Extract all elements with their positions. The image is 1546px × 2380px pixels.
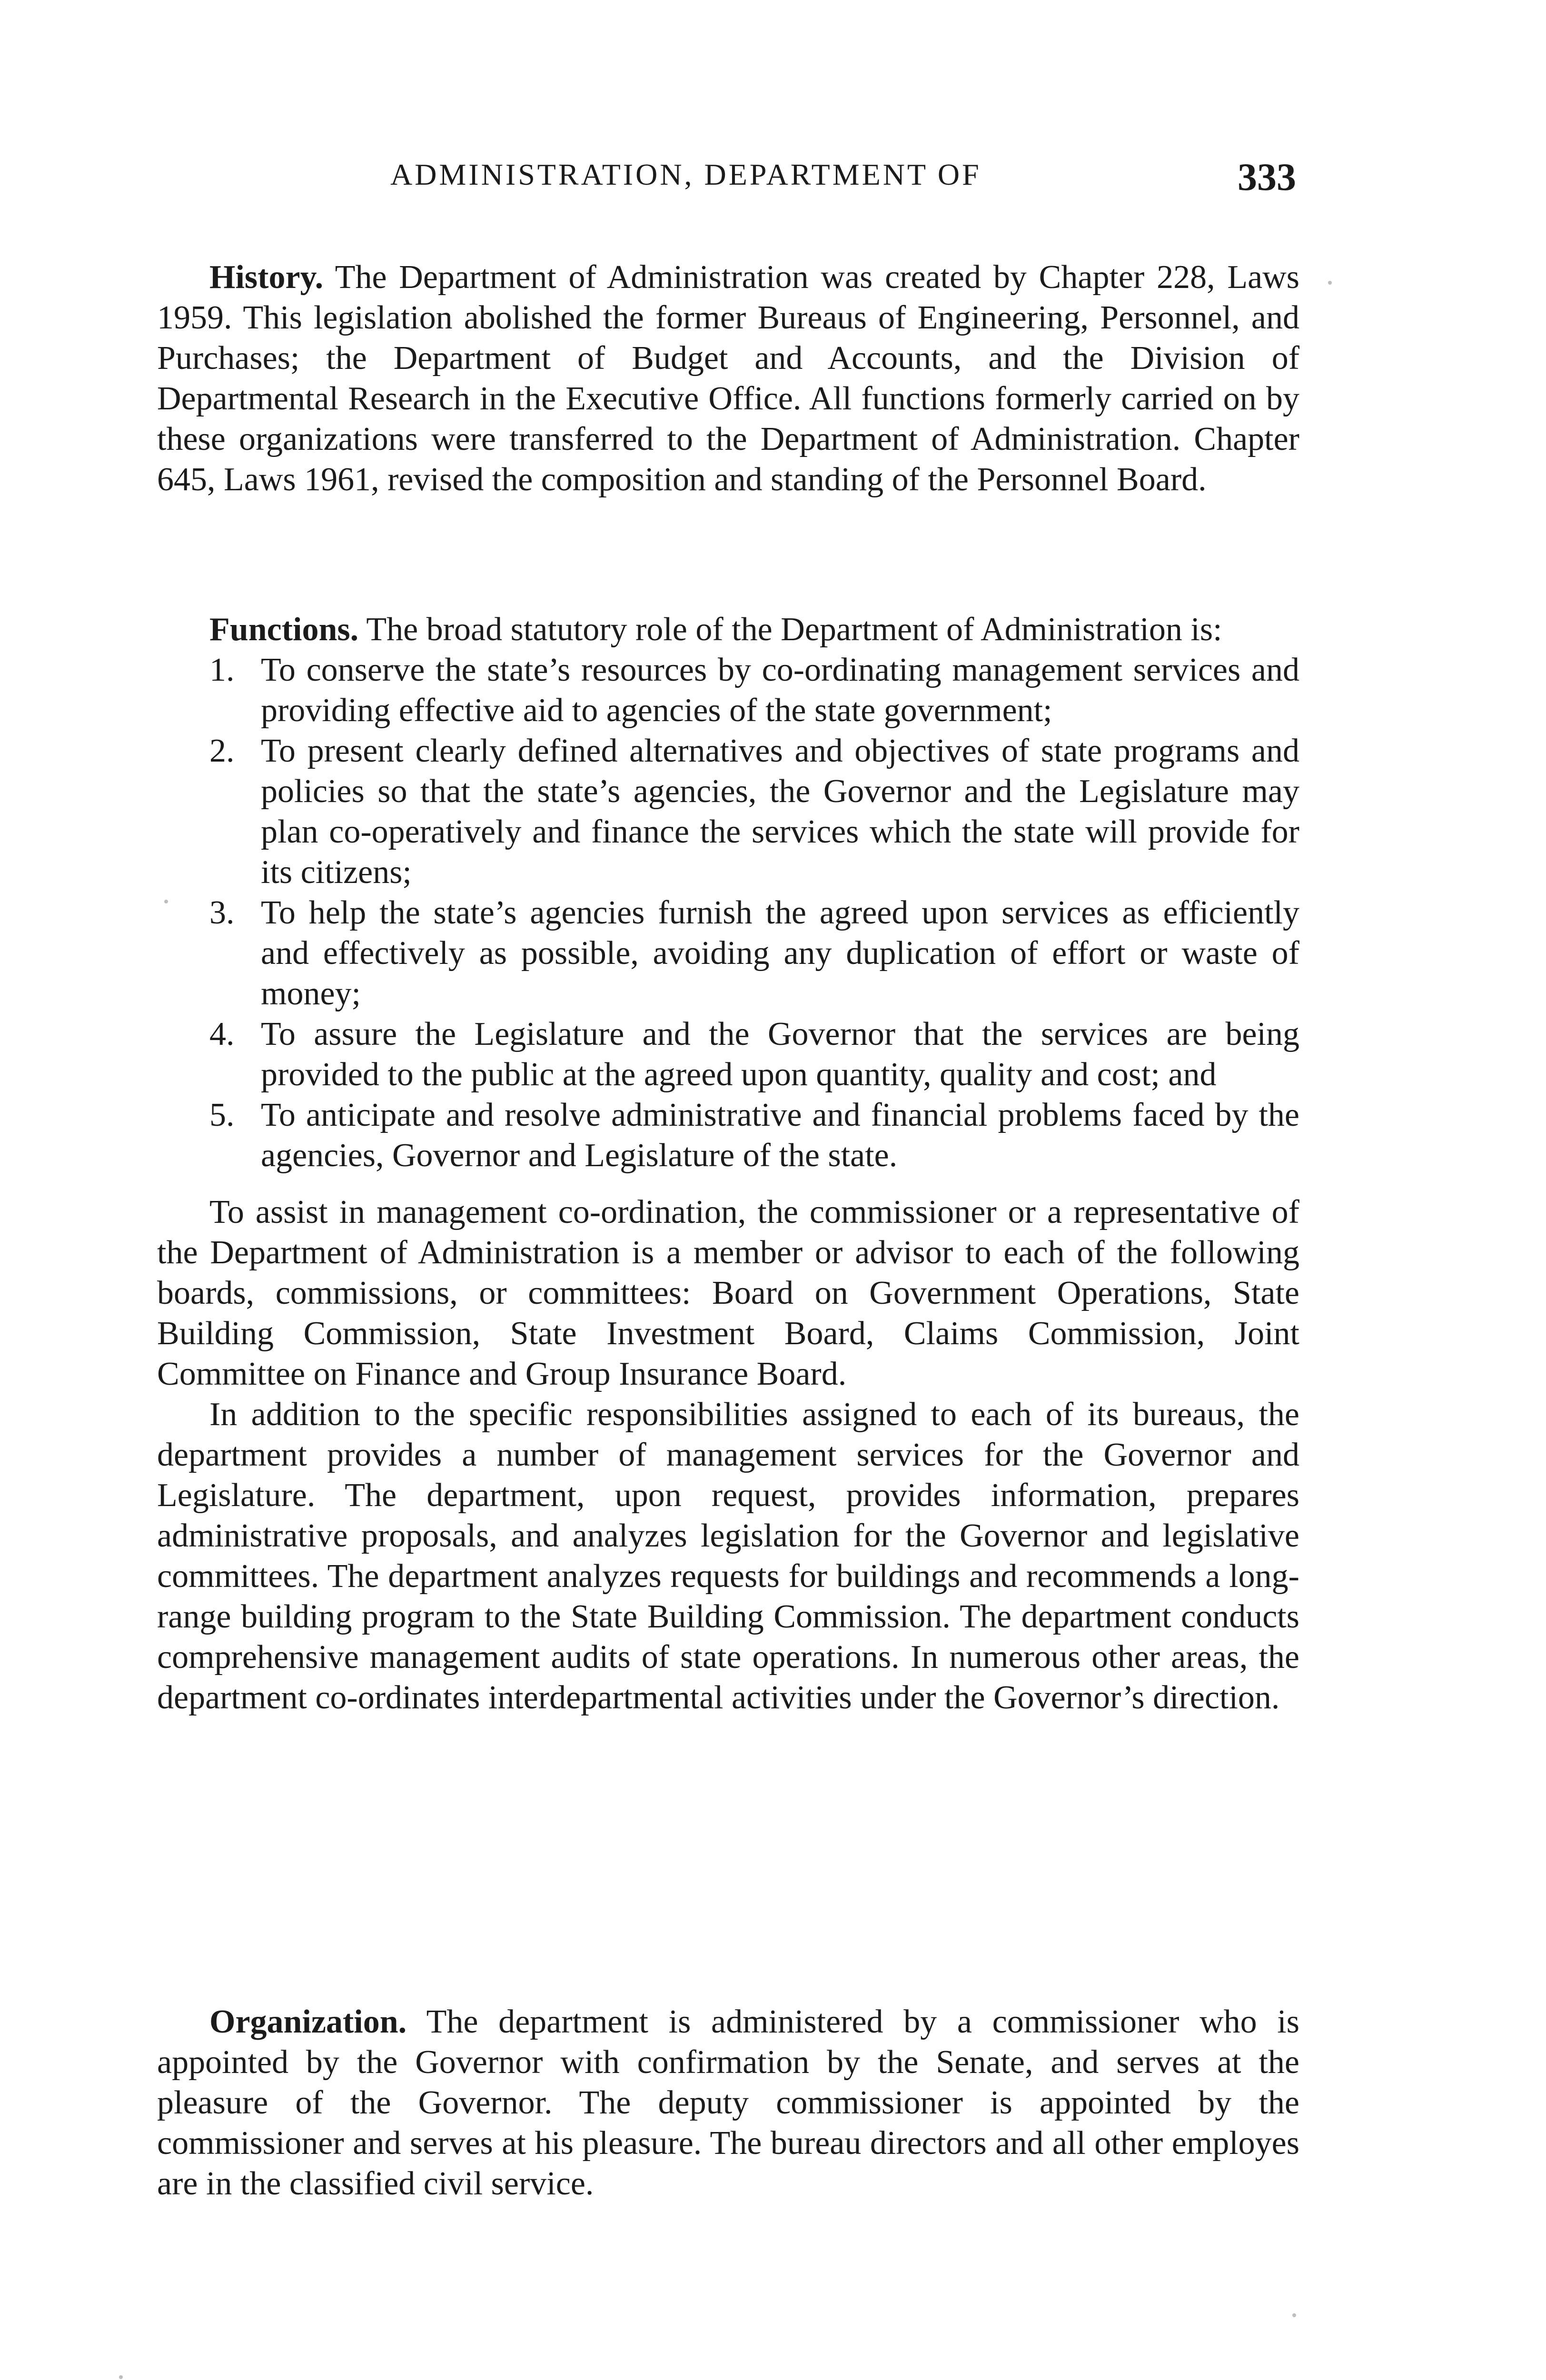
functions-heading: Functions. — [209, 611, 359, 648]
list-item-text: To anticipate and resolve administrative and financial problems faced by the agencies, Governor and Legislature of the state. — [261, 1097, 1299, 1174]
scan-speck — [1328, 281, 1332, 285]
organization-paragraph — [157, 2002, 1299, 2204]
scan-speck — [119, 2375, 123, 2379]
organization-heading: Organization. — [209, 2003, 407, 2040]
list-item-text: To present clearly defined alternatives and objectives of state programs and policies so that the state’s agencies, the Governor and the Legislature may plan co-operatively and finance the services which the state will provide for its citizens; — [261, 733, 1299, 891]
list-item-text: To help the state’s agencies furnish the agreed upon services as efficiently and effectively as possible, avoiding any duplication of effort or waste of money; — [261, 894, 1299, 1012]
list-item-text: To assure the Legislature and the Governor that the services are being provided to the public at the agreed upon quantity, quality and cost; and — [261, 1016, 1299, 1093]
services-paragraph: In addition to the specific responsibilities assigned to each of its bureaus, the department provides a number of management services for the Governor and Legislature. The department, upon request, provides information, prepares administrative proposals, and analyzes legislation for the Governor and legislative committees. The department analyzes requests for buildings and recommends a long-range building program to the State Building Commission. The department conducts comprehensive management audits of state operations. In numerous other areas, the department co-ordinates interdepartmental activities under the Governor’s direction. — [157, 1396, 1299, 1716]
list-item — [157, 1014, 1299, 1095]
history-section — [157, 257, 1299, 500]
list-item-number: 5. — [209, 1097, 235, 1133]
list-item-number: 2. — [209, 733, 235, 769]
organization-section — [157, 2002, 1299, 2204]
history-text: The Department of Administration was created by Chapter 228, Laws 1959. This legislation abolished the former Bureaus of Engineering, Personnel, and Purchases; the Department of Budget and Accounts, and the Division of Departmental Research in the Executive Office. All functions formerly carried on by these organizations were transferred to the Department of Administration. Chapter 645, Laws 1961, revised the composition and standing of the Personnel Board. — [157, 259, 1299, 498]
list-item — [157, 892, 1299, 1014]
page-number: 333 — [1238, 155, 1296, 198]
functions-list — [157, 650, 1299, 1176]
list-item-number: 3. — [209, 894, 235, 931]
scan-speck — [1292, 2313, 1296, 2317]
scan-speck — [164, 900, 168, 903]
running-title: ADMINISTRATION, DEPARTMENT OF — [390, 158, 981, 191]
coordination-paragraph: To assist in management co-ordination, the commissioner or a representative of the Department of Administration is a member or advisor to each of the following boards, commissions, or committees: Board on Government Operations, State Building Commission, State Investment Board, Claims Commission, Joint Committee on Finance and Group Insurance Board. — [157, 1194, 1299, 1392]
list-item-number: 1. — [209, 652, 235, 688]
list-item — [157, 650, 1299, 731]
history-heading: History. — [209, 259, 324, 296]
history-paragraph — [157, 257, 1299, 500]
list-item — [157, 1095, 1299, 1176]
list-item-text: To conserve the state’s resources by co-ordinating management services and providing effective aid to agencies of the state government; — [261, 652, 1299, 729]
functions-intro: The broad statutory role of the Department of Administration is: — [366, 611, 1222, 648]
functions-section — [157, 609, 1299, 1718]
list-item-number: 4. — [209, 1016, 235, 1052]
organization-text: The department is administered by a commissioner who is appointed by the Governor with confirmation by the Senate, and serves at the pleasure of the Governor. The deputy commissioner is appointed by the commissioner and serves at his pleasure. The bureau directors and all other employes are in the classified civil service. — [157, 2003, 1299, 2202]
list-item — [157, 731, 1299, 892]
functions-intro-paragraph — [157, 609, 1299, 650]
